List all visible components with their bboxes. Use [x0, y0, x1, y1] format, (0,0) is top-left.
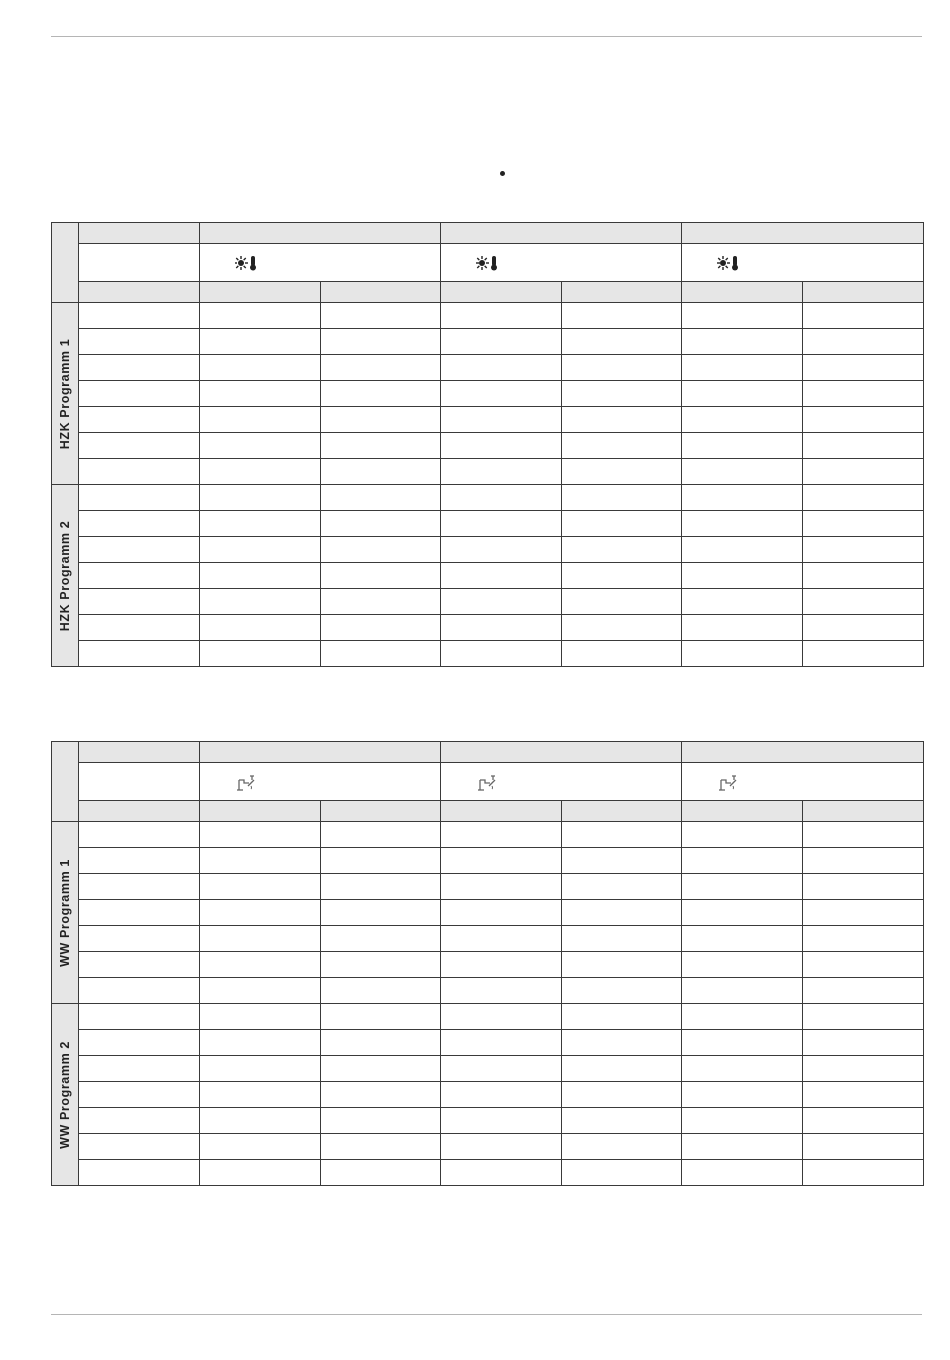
corner-cell [52, 742, 79, 822]
day-cell [79, 1056, 200, 1082]
time-entry-cell [200, 355, 321, 381]
time-entry-cell [200, 952, 321, 978]
time-entry-cell [562, 303, 682, 329]
program-group-label [52, 1004, 79, 1186]
time-entry-cell [682, 355, 803, 381]
time-entry-cell [682, 952, 803, 978]
program-label-text: HZK Programm 2 [58, 520, 72, 631]
time-entry-cell [200, 615, 321, 641]
time-entry-cell [200, 1082, 321, 1108]
on-time-header [682, 801, 803, 822]
time-entry-cell [682, 1004, 803, 1030]
time-entry-cell [682, 433, 803, 459]
time-entry-cell [682, 511, 803, 537]
time-entry-cell [562, 641, 682, 667]
day-cell [79, 926, 200, 952]
time-entry-cell [682, 589, 803, 615]
time-entry-cell [321, 381, 441, 407]
time-entry-cell [682, 563, 803, 589]
time-entry-cell [803, 1004, 924, 1030]
time-entry-cell [803, 952, 924, 978]
time-entry-cell [441, 1082, 562, 1108]
time-entry-cell [803, 589, 924, 615]
time-entry-cell [562, 1108, 682, 1134]
table-row [52, 589, 924, 615]
day-cell [79, 978, 200, 1004]
time-entry-cell [562, 926, 682, 952]
period-header [682, 223, 924, 244]
time-entry-cell [321, 848, 441, 874]
time-entry-cell [682, 926, 803, 952]
time-entry-cell [321, 329, 441, 355]
time-entry-cell [562, 900, 682, 926]
on-time-header [441, 801, 562, 822]
time-entry-cell [321, 1082, 441, 1108]
time-entry-cell [803, 978, 924, 1004]
day-cell [79, 407, 200, 433]
table-row [52, 355, 924, 381]
time-entry-cell [682, 381, 803, 407]
time-entry-cell [321, 485, 441, 511]
time-entry-cell [562, 511, 682, 537]
time-entry-cell [803, 1134, 924, 1160]
time-entry-cell [321, 459, 441, 485]
time-entry-cell [682, 459, 803, 485]
day-cell [79, 589, 200, 615]
time-entry-cell [321, 1004, 441, 1030]
program-label-text: HZK Programm 1 [58, 338, 72, 449]
time-entry-cell [321, 822, 441, 848]
table-row [52, 303, 924, 329]
time-entry-cell [682, 1160, 803, 1186]
time-entry-cell [803, 433, 924, 459]
table-row [52, 485, 924, 511]
time-entry-cell [200, 1030, 321, 1056]
time-entry-cell [441, 900, 562, 926]
time-entry-cell [321, 900, 441, 926]
time-entry-cell [200, 1108, 321, 1134]
table-row [52, 329, 924, 355]
time-entry-cell [562, 329, 682, 355]
time-entry-cell [803, 459, 924, 485]
time-entry-cell [562, 874, 682, 900]
time-entry-cell [200, 433, 321, 459]
time-entry-cell [441, 563, 562, 589]
time-entry-cell [441, 615, 562, 641]
period-icon-cell [200, 244, 441, 282]
time-entry-cell [803, 511, 924, 537]
time-entry-cell [803, 822, 924, 848]
time-entry-cell [562, 822, 682, 848]
table-row [52, 848, 924, 874]
corner-cell [52, 223, 79, 303]
day-cell [79, 355, 200, 381]
time-entry-cell [321, 1134, 441, 1160]
time-entry-cell [200, 563, 321, 589]
on-time-header [200, 282, 321, 303]
period-icon-cell [441, 244, 682, 282]
off-time-header [562, 801, 682, 822]
time-entry-cell [803, 1056, 924, 1082]
on-time-header [682, 282, 803, 303]
time-entry-cell [682, 537, 803, 563]
time-entry-cell [321, 1030, 441, 1056]
time-entry-cell [562, 1030, 682, 1056]
time-entry-cell [803, 615, 924, 641]
header-cell [79, 282, 200, 303]
time-entry-cell [682, 1030, 803, 1056]
program-label-text: WW Programm 2 [58, 1040, 72, 1149]
time-entry-cell [803, 563, 924, 589]
day-cell [79, 900, 200, 926]
header-cell [79, 244, 200, 282]
table-row [52, 1056, 924, 1082]
off-time-header [803, 282, 924, 303]
time-entry-cell [200, 1160, 321, 1186]
off-time-header [321, 801, 441, 822]
time-entry-cell [562, 589, 682, 615]
day-cell [79, 1082, 200, 1108]
time-entry-cell [803, 1030, 924, 1056]
day-cell [79, 459, 200, 485]
period-header [441, 742, 682, 763]
time-entry-cell [441, 433, 562, 459]
time-entry-cell [321, 433, 441, 459]
table-row [52, 1030, 924, 1056]
table-row [52, 407, 924, 433]
table-row [52, 641, 924, 667]
day-cell [79, 952, 200, 978]
table-row [52, 381, 924, 407]
time-entry-cell [321, 589, 441, 615]
time-entry-cell [803, 900, 924, 926]
period-icon-cell [682, 244, 924, 282]
time-entry-cell [441, 537, 562, 563]
day-cell [79, 303, 200, 329]
time-entry-cell [803, 407, 924, 433]
table-row [52, 822, 924, 848]
header-cell [79, 223, 200, 244]
time-entry-cell [200, 926, 321, 952]
header-cell [79, 742, 200, 763]
table-row [52, 900, 924, 926]
day-cell [79, 1030, 200, 1056]
time-entry-cell [321, 978, 441, 1004]
time-entry-cell [200, 978, 321, 1004]
sun-thermometer-icon [476, 255, 500, 271]
time-entry-cell [803, 485, 924, 511]
day-cell [79, 641, 200, 667]
time-entry-cell [200, 822, 321, 848]
day-cell [79, 1134, 200, 1160]
time-entry-cell [441, 329, 562, 355]
time-entry-cell [321, 641, 441, 667]
time-entry-cell [803, 329, 924, 355]
time-entry-cell [200, 485, 321, 511]
time-entry-cell [441, 978, 562, 1004]
time-entry-cell [562, 355, 682, 381]
day-cell [79, 381, 200, 407]
program-group-label [52, 303, 79, 485]
table-row [52, 1082, 924, 1108]
sun-thermometer-icon [717, 255, 741, 271]
time-entry-cell [682, 1056, 803, 1082]
table-row [52, 1004, 924, 1030]
time-entry-cell [321, 1056, 441, 1082]
time-entry-cell [682, 303, 803, 329]
period-header [200, 223, 441, 244]
time-entry-cell [200, 459, 321, 485]
time-entry-cell [200, 848, 321, 874]
time-entry-cell [321, 1108, 441, 1134]
bullet-point [500, 171, 505, 176]
time-entry-cell [441, 952, 562, 978]
time-entry-cell [321, 355, 441, 381]
time-entry-cell [682, 874, 803, 900]
table-row [52, 1160, 924, 1186]
time-entry-cell [200, 874, 321, 900]
time-entry-cell [441, 641, 562, 667]
time-entry-cell [803, 1160, 924, 1186]
table-row [52, 511, 924, 537]
time-entry-cell [441, 485, 562, 511]
day-cell [79, 329, 200, 355]
time-entry-cell [803, 848, 924, 874]
time-entry-cell [682, 822, 803, 848]
hot-water-schedule-table [51, 741, 924, 1186]
time-entry-cell [441, 1004, 562, 1030]
time-entry-cell [682, 1134, 803, 1160]
heating-schedule-table [51, 222, 924, 667]
time-entry-cell [441, 303, 562, 329]
day-cell [79, 615, 200, 641]
time-entry-cell [682, 1082, 803, 1108]
time-entry-cell [200, 1056, 321, 1082]
time-entry-cell [441, 848, 562, 874]
time-entry-cell [562, 978, 682, 1004]
off-time-header [562, 282, 682, 303]
time-entry-cell [200, 589, 321, 615]
table-subheader-row [52, 801, 924, 822]
day-cell [79, 485, 200, 511]
table-row [52, 1108, 924, 1134]
time-entry-cell [682, 848, 803, 874]
tap-icon [476, 774, 500, 792]
time-entry-cell [562, 952, 682, 978]
time-entry-cell [200, 407, 321, 433]
time-entry-cell [803, 926, 924, 952]
time-entry-cell [562, 433, 682, 459]
time-entry-cell [200, 1134, 321, 1160]
table-row [52, 874, 924, 900]
time-entry-cell [803, 537, 924, 563]
on-time-header [200, 801, 321, 822]
time-entry-cell [682, 978, 803, 1004]
time-entry-cell [682, 329, 803, 355]
table-row [52, 615, 924, 641]
time-entry-cell [803, 641, 924, 667]
time-entry-cell [441, 1134, 562, 1160]
time-entry-cell [321, 874, 441, 900]
day-cell [79, 1108, 200, 1134]
program-label-text: WW Programm 1 [58, 858, 72, 967]
time-entry-cell [200, 381, 321, 407]
time-entry-cell [321, 563, 441, 589]
table-row [52, 1134, 924, 1160]
time-entry-cell [441, 381, 562, 407]
table-row [52, 563, 924, 589]
time-entry-cell [562, 1134, 682, 1160]
time-entry-cell [803, 874, 924, 900]
day-cell [79, 511, 200, 537]
time-entry-cell [200, 511, 321, 537]
period-icon-cell [200, 763, 441, 801]
time-entry-cell [562, 563, 682, 589]
time-entry-cell [441, 355, 562, 381]
time-entry-cell [441, 874, 562, 900]
time-entry-cell [200, 303, 321, 329]
time-entry-cell [803, 303, 924, 329]
time-entry-cell [441, 511, 562, 537]
period-icon-cell [682, 763, 924, 801]
time-entry-cell [562, 381, 682, 407]
time-entry-cell [321, 615, 441, 641]
table-row [52, 926, 924, 952]
time-entry-cell [200, 641, 321, 667]
tap-icon [235, 774, 259, 792]
time-entry-cell [200, 900, 321, 926]
header-cell [79, 763, 200, 801]
time-entry-cell [441, 589, 562, 615]
sun-thermometer-icon [235, 255, 259, 271]
time-entry-cell [321, 407, 441, 433]
time-entry-cell [562, 848, 682, 874]
time-entry-cell [562, 1004, 682, 1030]
time-entry-cell [803, 1108, 924, 1134]
table-row [52, 459, 924, 485]
off-time-header [321, 282, 441, 303]
time-entry-cell [321, 1160, 441, 1186]
time-entry-cell [441, 822, 562, 848]
day-cell [79, 1004, 200, 1030]
period-icon-cell [441, 763, 682, 801]
time-entry-cell [441, 1160, 562, 1186]
table-icon-row [52, 244, 924, 282]
time-entry-cell [682, 1108, 803, 1134]
time-entry-cell [562, 1082, 682, 1108]
time-entry-cell [682, 485, 803, 511]
table-icon-row [52, 763, 924, 801]
time-entry-cell [682, 900, 803, 926]
time-entry-cell [441, 459, 562, 485]
table-header-row [52, 223, 924, 244]
time-entry-cell [562, 1056, 682, 1082]
tap-icon [717, 774, 741, 792]
period-header [682, 742, 924, 763]
day-cell [79, 433, 200, 459]
time-entry-cell [562, 1160, 682, 1186]
time-entry-cell [200, 329, 321, 355]
time-entry-cell [321, 303, 441, 329]
day-cell [79, 563, 200, 589]
table-row [52, 537, 924, 563]
on-time-header [441, 282, 562, 303]
time-entry-cell [321, 537, 441, 563]
time-entry-cell [803, 355, 924, 381]
time-entry-cell [682, 407, 803, 433]
table-header-row [52, 742, 924, 763]
period-header [441, 223, 682, 244]
time-entry-cell [441, 1056, 562, 1082]
time-entry-cell [682, 615, 803, 641]
table-subheader-row [52, 282, 924, 303]
day-cell [79, 848, 200, 874]
time-entry-cell [321, 926, 441, 952]
time-entry-cell [441, 1030, 562, 1056]
time-entry-cell [441, 1108, 562, 1134]
program-group-label [52, 822, 79, 1004]
off-time-header [803, 801, 924, 822]
time-entry-cell [803, 381, 924, 407]
table-row [52, 952, 924, 978]
day-cell [79, 822, 200, 848]
time-entry-cell [562, 537, 682, 563]
day-cell [79, 537, 200, 563]
time-entry-cell [321, 952, 441, 978]
time-entry-cell [200, 1004, 321, 1030]
time-entry-cell [803, 1082, 924, 1108]
time-entry-cell [321, 511, 441, 537]
time-entry-cell [562, 459, 682, 485]
footer-rule [51, 1314, 922, 1315]
time-entry-cell [562, 615, 682, 641]
table-row [52, 433, 924, 459]
table-row [52, 978, 924, 1004]
day-cell [79, 874, 200, 900]
time-entry-cell [200, 537, 321, 563]
time-entry-cell [562, 485, 682, 511]
time-entry-cell [441, 926, 562, 952]
time-entry-cell [682, 641, 803, 667]
header-rule [51, 36, 922, 37]
header-cell [79, 801, 200, 822]
day-cell [79, 1160, 200, 1186]
time-entry-cell [562, 407, 682, 433]
period-header [200, 742, 441, 763]
time-entry-cell [441, 407, 562, 433]
program-group-label [52, 485, 79, 667]
